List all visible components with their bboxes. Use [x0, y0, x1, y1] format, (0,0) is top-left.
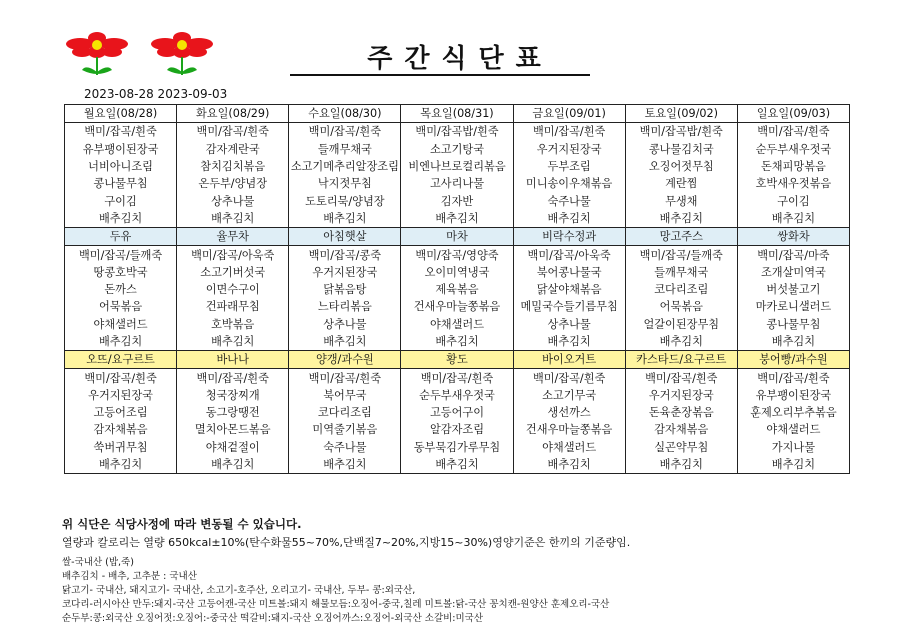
menu-body: [65, 123, 850, 474]
day-header-row: [65, 105, 850, 123]
menu-cell: 동부묵김가루무침: [401, 439, 513, 456]
title-underline: [290, 74, 590, 76]
menu-cell: 소고기무국: [513, 387, 625, 404]
lunch-row: [65, 281, 850, 298]
menu-cell: 유부팽이된장국: [737, 387, 849, 404]
menu-cell: 얼갈이된장무침: [625, 316, 737, 333]
menu-cell: 멸치아몬드볶음: [177, 421, 289, 438]
breakfast-row: [65, 192, 850, 209]
menu-cell: 백미/잡곡밥/흰죽: [401, 123, 513, 141]
snack-cell: 바이오거트: [513, 351, 625, 369]
page-title: 주간식단표: [367, 44, 553, 74]
snack-pm-row: [65, 351, 850, 369]
menu-cell: 숙주나물: [513, 192, 625, 209]
menu-cell: 너비아니조림: [65, 158, 177, 175]
menu-cell: 도토리묵/양념장: [289, 192, 401, 209]
menu-cell: 백미/잡곡/흰죽: [289, 123, 401, 141]
date-range: 2023-08-28 2023-09-03: [84, 87, 228, 101]
menu-cell: 코다리조림: [289, 404, 401, 421]
menu-cell: 생선까스: [513, 404, 625, 421]
menu-cell: 오징어젓무침: [625, 158, 737, 175]
day-header: 금요일(09/01): [513, 105, 625, 123]
dinner-row: [65, 439, 850, 456]
menu-cell: 오이미역냉국: [401, 264, 513, 281]
menu-cell: 우거지된장국: [65, 387, 177, 404]
menu-cell: 배추김치: [401, 333, 513, 351]
menu-cell: 백미/잡곡/영양죽: [401, 246, 513, 264]
snack-cell: 바나나: [177, 351, 289, 369]
snack-cell: 두유: [65, 228, 177, 246]
menu-cell: 무생채: [625, 192, 737, 209]
menu-cell: 백미/잡곡/흰죽: [737, 123, 849, 141]
menu-cell: 북어무국: [289, 387, 401, 404]
dinner-row: [65, 387, 850, 404]
menu-cell: 동그랑땡전: [177, 404, 289, 421]
dinner-row: [65, 456, 850, 474]
origin-line: 순두부:콩:외국산 오징어젓:오징어:-중국산 떡갈비:돼지-국산 오징어까스:오징어-외국산 소갈비:미국산: [62, 613, 484, 624]
menu-cell: 감자계란국: [177, 141, 289, 158]
menu-cell: 백미/잡곡/흰죽: [513, 369, 625, 387]
menu-cell: 야채샐러드: [737, 421, 849, 438]
menu-cell: 들깨무채국: [289, 141, 401, 158]
menu-cell: 배추김치: [737, 210, 849, 228]
menu-cell: 땅콩호박국: [65, 264, 177, 281]
menu-cell: 백미/잡곡/콩죽: [289, 246, 401, 264]
menu-cell: 소고기탕국: [401, 141, 513, 158]
breakfast-row: [65, 158, 850, 175]
day-header: 월요일(08/28): [65, 105, 177, 123]
menu-cell: 백미/잡곡/들깨죽: [625, 246, 737, 264]
menu-cell: 고사리나물: [401, 175, 513, 192]
menu-cell: 제육볶음: [401, 281, 513, 298]
menu-cell: 코다리조림: [625, 281, 737, 298]
menu-cell: 미니송이우채볶음: [513, 175, 625, 192]
breakfast-row: [65, 175, 850, 192]
menu-cell: 배추김치: [513, 456, 625, 474]
menu-cell: 소고기메추리알장조림: [289, 158, 401, 175]
menu-cell: 콩나물무침: [65, 175, 177, 192]
menu-cell: 배추김치: [177, 456, 289, 474]
day-header: 목요일(08/31): [401, 105, 513, 123]
snack-cell: 붕어빵/과수원: [737, 351, 849, 369]
menu-cell: 계란찜: [625, 175, 737, 192]
nutrition-note: 열량과 칼로리는 열량 650kcal±10%(탄수화물55~70%,단백질7~20%,지방15~30%)영양기준은 한끼의 기준량임.: [62, 536, 631, 549]
menu-cell: 가지나물: [737, 439, 849, 456]
menu-cell: 감자채볶음: [625, 421, 737, 438]
flower-right-icon: [151, 32, 213, 75]
menu-cell: 미역줄기볶음: [289, 421, 401, 438]
menu-cell: 배추김치: [65, 333, 177, 351]
day-header: 수요일(08/30): [289, 105, 401, 123]
snack-cell: 오뜨/요구르트: [65, 351, 177, 369]
menu-cell: 고등어조림: [65, 404, 177, 421]
menu-cell: 닭살야채볶음: [513, 281, 625, 298]
menu-cell: 우거지된장국: [625, 387, 737, 404]
menu-cell: 백미/잡곡/흰죽: [177, 369, 289, 387]
menu-cell: 상추나물: [513, 316, 625, 333]
lunch-row: [65, 298, 850, 315]
menu-cell: 훈제오리부추볶음: [737, 404, 849, 421]
lunch-row: [65, 264, 850, 281]
menu-cell: 참치김치볶음: [177, 158, 289, 175]
menu-cell: 소고기버섯국: [177, 264, 289, 281]
snack-cell: 카스타드/요구르트: [625, 351, 737, 369]
menu-cell: 야채샐러드: [65, 316, 177, 333]
menu-cell: 북어콩나물국: [513, 264, 625, 281]
menu-cell: 야채겉절이: [177, 439, 289, 456]
menu-cell: 구이김: [65, 192, 177, 209]
origin-line: 닭고기- 국내산, 돼지고기- 국내산, 소고기-호주산, 오리고기- 국내산, 두부- 콩:외국산,: [62, 585, 416, 596]
menu-cell: 조개살미역국: [737, 264, 849, 281]
menu-cell: 야채샐러드: [513, 439, 625, 456]
menu-cell: 알감자조림: [401, 421, 513, 438]
day-header: 토요일(09/02): [625, 105, 737, 123]
menu-cell: 우거지된장국: [289, 264, 401, 281]
dinner-row: [65, 421, 850, 438]
breakfast-row: [65, 123, 850, 141]
menu-cell: 구이김: [737, 192, 849, 209]
menu-cell: 배추김치: [513, 333, 625, 351]
origin-line: 쌀-국내산 (밥,죽): [62, 557, 134, 568]
menu-cell: 백미/잡곡/아욱죽: [177, 246, 289, 264]
snack-cell: 비락수정과: [513, 228, 625, 246]
breakfast-row: [65, 210, 850, 228]
menu-cell: 이면수구이: [177, 281, 289, 298]
dinner-row: [65, 404, 850, 421]
menu-cell: 백미/잡곡/흰죽: [289, 369, 401, 387]
menu-cell: 실곤약무침: [625, 439, 737, 456]
menu-cell: 버섯불고기: [737, 281, 849, 298]
menu-cell: 호박볶음: [177, 316, 289, 333]
menu-cell: 배추김치: [513, 210, 625, 228]
menu-cell: 백미/잡곡/아욱죽: [513, 246, 625, 264]
flower-decoration-icon: [60, 30, 240, 80]
day-header: 일요일(09/03): [737, 105, 849, 123]
menu-cell: 메밀국수들기름무침: [513, 298, 625, 315]
snack-cell: 황도: [401, 351, 513, 369]
snack-am-row: [65, 228, 850, 246]
snack-cell: 아침햇살: [289, 228, 401, 246]
menu-cell: 돈채피망볶음: [737, 158, 849, 175]
menu-cell: 백미/잡곡/흰죽: [625, 369, 737, 387]
menu-cell: 백미/잡곡/마죽: [737, 246, 849, 264]
origin-line: 코다리-러시아산 만두:돼지-국산 고등어캔-국산 미트볼:돼지 해물모듬:오징어-중국,칠레 미트볼:닭-국산 꽁치캔-원양산 훈제오리-국산: [62, 599, 610, 610]
menu-cell: 배추김치: [289, 210, 401, 228]
menu-cell: 감자채볶음: [65, 421, 177, 438]
menu-cell: 백미/잡곡/흰죽: [737, 369, 849, 387]
lunch-row: [65, 333, 850, 351]
menu-cell: 낙지젓무침: [289, 175, 401, 192]
change-notice: 위 식단은 식당사정에 따라 변동될 수 있습니다.: [62, 517, 302, 531]
menu-cell: 청국장찌개: [177, 387, 289, 404]
menu-cell: 콩나물무침: [737, 316, 849, 333]
menu-cell: 콩나물김치국: [625, 141, 737, 158]
menu-cell: 들깨무채국: [625, 264, 737, 281]
origin-line: 배추김치 - 배추, 고추분 : 국내산: [62, 571, 197, 582]
menu-cell: 배추김치: [625, 456, 737, 474]
menu-cell: 백미/잡곡/흰죽: [65, 369, 177, 387]
menu-cell: 김자반: [401, 192, 513, 209]
menu-cell: 쑥버귀무침: [65, 439, 177, 456]
menu-cell: 배추김치: [65, 456, 177, 474]
breakfast-row: [65, 141, 850, 158]
weekly-menu-table: [64, 104, 850, 474]
menu-cell: 배추김치: [177, 210, 289, 228]
menu-cell: 두부조림: [513, 158, 625, 175]
menu-cell: 상추나물: [289, 316, 401, 333]
day-header: 화요일(08/29): [177, 105, 289, 123]
snack-cell: 마차: [401, 228, 513, 246]
snack-cell: 망고주스: [625, 228, 737, 246]
snack-cell: 율무차: [177, 228, 289, 246]
menu-cell: 어묵볶음: [65, 298, 177, 315]
menu-cell: 백미/잡곡밥/흰죽: [625, 123, 737, 141]
menu-cell: 돈까스: [65, 281, 177, 298]
menu-cell: 백미/잡곡/흰죽: [513, 123, 625, 141]
menu-cell: 백미/잡곡/들깨죽: [65, 246, 177, 264]
menu-cell: 배추김치: [289, 456, 401, 474]
menu-cell: 닭볶음탕: [289, 281, 401, 298]
menu-cell: 배추김치: [401, 456, 513, 474]
menu-cell: 마카로니샐러드: [737, 298, 849, 315]
menu-cell: 건새우마늘쫑볶음: [401, 298, 513, 315]
menu-cell: 배추김치: [737, 456, 849, 474]
snack-cell: 쌍화차: [737, 228, 849, 246]
menu-cell: 백미/잡곡/흰죽: [65, 123, 177, 141]
menu-cell: 배추김치: [65, 210, 177, 228]
flower-left-icon: [66, 32, 128, 75]
menu-cell: 배추김치: [401, 210, 513, 228]
menu-cell: 야채샐러드: [401, 316, 513, 333]
menu-cell: 우거지된장국: [513, 141, 625, 158]
menu-cell: 배추김치: [625, 333, 737, 351]
notes-section: [62, 516, 862, 626]
menu-cell: 온두부/양념장: [177, 175, 289, 192]
menu-cell: 유부팽이된장국: [65, 141, 177, 158]
menu-cell: 배추김치: [737, 333, 849, 351]
menu-cell: 순두부새우젓국: [737, 141, 849, 158]
menu-cell: 비엔나브로컬리볶음: [401, 158, 513, 175]
menu-cell: 배추김치: [177, 333, 289, 351]
menu-cell: 건새우마늘쫑볶음: [513, 421, 625, 438]
menu-cell: 상추나물: [177, 192, 289, 209]
menu-cell: 백미/잡곡/흰죽: [401, 369, 513, 387]
snack-cell: 양갱/과수원: [289, 351, 401, 369]
menu-cell: 배추김치: [625, 210, 737, 228]
menu-cell: 백미/잡곡/흰죽: [177, 123, 289, 141]
menu-cell: 숙주나물: [289, 439, 401, 456]
lunch-row: [65, 316, 850, 333]
menu-cell: 호박새우젓볶음: [737, 175, 849, 192]
menu-cell: 건파래무침: [177, 298, 289, 315]
menu-cell: 배추김치: [289, 333, 401, 351]
lunch-row: [65, 246, 850, 264]
menu-cell: 느타리볶음: [289, 298, 401, 315]
menu-cell: 어묵볶음: [625, 298, 737, 315]
dinner-row: [65, 369, 850, 387]
menu-cell: 돈육춘장볶음: [625, 404, 737, 421]
menu-cell: 순두부새우젓국: [401, 387, 513, 404]
menu-cell: 고등어구이: [401, 404, 513, 421]
